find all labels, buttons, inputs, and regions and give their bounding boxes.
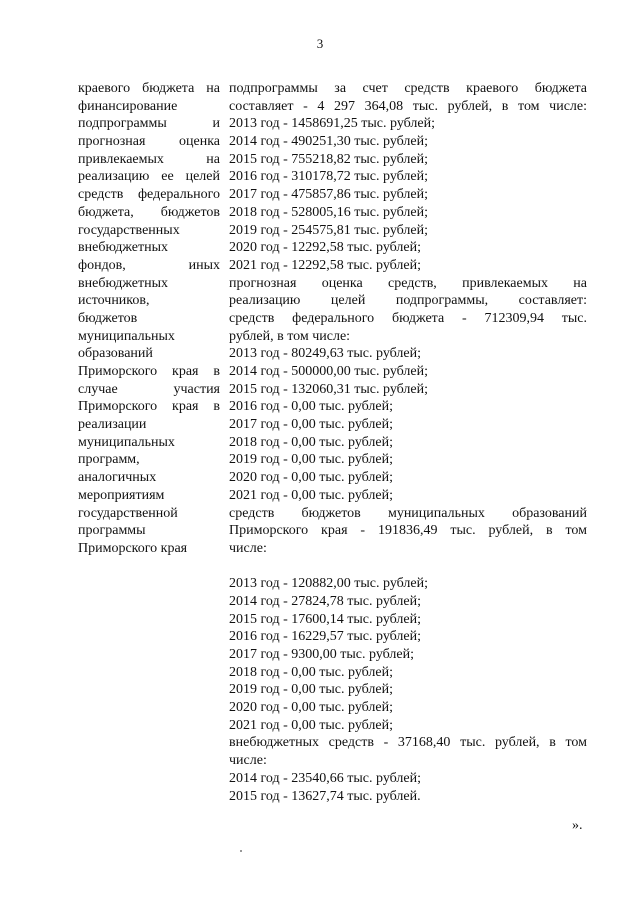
right-column-line: рублей, в том числе: xyxy=(229,328,351,344)
left-column-line: программ, xyxy=(78,452,140,468)
scan-speck xyxy=(240,850,242,852)
right-column-line: 2019 год - 254575,81 тыс. рублей; xyxy=(229,222,429,238)
right-column-line: 2017 год - 0,00 тыс. рублей; xyxy=(229,417,394,433)
right-column-line: 2014 год - 500000,00 тыс. рублей; xyxy=(229,364,429,379)
right-column-line: 2013 год - 80249,63 тыс. рублей; xyxy=(229,346,422,362)
page-number: 3 xyxy=(316,36,324,51)
left-column-line: краевого бюджета на xyxy=(78,81,220,96)
right-column-line: 2018 год - 0,00 тыс. рублей; xyxy=(229,434,394,450)
left-column-line: реализацию ее целей xyxy=(78,169,220,185)
left-column-line: программы xyxy=(78,523,146,539)
right-column-line: 2015 год - 132060,31 тыс. рублей; xyxy=(229,381,429,397)
left-column-line: Приморского края в xyxy=(78,364,220,379)
left-column-line: бюджета, бюджетов xyxy=(78,204,220,220)
right-column-line: 2016 год - 0,00 тыс. рублей; xyxy=(229,399,394,415)
right-column-line: реализацию целей подпрограммы, составляет: xyxy=(229,293,587,309)
left-column-line: подпрограммы и xyxy=(78,116,220,132)
right-column-line: подпрограммы за счет средств краевого бюджета xyxy=(229,81,587,96)
right-column-line: 2021 год - 12292,58 тыс. рублей; xyxy=(229,257,422,273)
right-column-line: 2013 год - 1458691,25 тыс. рублей; xyxy=(229,116,436,132)
left-column-line: муниципальных xyxy=(78,434,175,450)
left-column-line: муниципальных xyxy=(78,328,175,344)
left-column-line: средств федерального xyxy=(78,187,220,203)
left-column-line: внебюджетных xyxy=(78,275,169,291)
left-column-line: прогнозная оценка xyxy=(78,134,220,150)
right-column-line: составляет - 4 297 364,08 тыс. рублей, в том числе: xyxy=(229,98,587,114)
right-column-line: средств бюджетов муниципальных образований xyxy=(229,505,587,521)
left-column-line: аналогичных xyxy=(78,470,157,486)
right-column-line: числе: xyxy=(229,753,267,769)
right-column-line: 2015 год - 13627,74 тыс. рублей. xyxy=(229,788,421,804)
left-column-line: образований xyxy=(78,346,153,362)
right-column-line: 2016 год - 16229,57 тыс. рублей; xyxy=(229,629,422,645)
right-column-line: 2017 год - 9300,00 тыс. рублей; xyxy=(229,647,415,662)
right-column-line: 2014 год - 23540,66 тыс. рублей; xyxy=(229,770,422,786)
right-column-line: средств федерального бюджета - 712309,94 тыс. xyxy=(229,310,587,326)
right-column-line: 2014 год - 27824,78 тыс. рублей; xyxy=(229,593,422,609)
right-column-line: Приморского края - 191836,49 тыс. рублей, в том xyxy=(229,523,587,539)
left-column-line: внебюджетных xyxy=(78,240,169,256)
left-column-line: финансирование xyxy=(78,98,178,114)
left-column-line: Приморского края xyxy=(78,540,188,556)
left-column-line: привлекаемых на xyxy=(78,151,220,167)
right-column-line: 2020 год - 0,00 тыс. рублей; xyxy=(229,700,394,716)
right-column-line: 2018 год - 528005,16 тыс. рублей; xyxy=(229,204,429,220)
right-column-line: 2019 год - 0,00 тыс. рублей; xyxy=(229,452,394,468)
right-column-line: 2020 год - 0,00 тыс. рублей; xyxy=(229,470,394,486)
left-column-line: случае участия xyxy=(78,381,220,397)
left-column-line: источников, xyxy=(78,293,150,309)
right-column-line: 2020 год - 12292,58 тыс. рублей; xyxy=(229,240,422,256)
closing-quote-mark: ». xyxy=(572,818,583,833)
right-column-line: 2016 год - 310178,72 тыс. рублей; xyxy=(229,169,429,185)
right-column-line: 2018 год - 0,00 тыс. рублей; xyxy=(229,664,394,680)
right-column-line: прогнозная оценка средств, привлекаемых на xyxy=(229,275,587,291)
right-column-content xyxy=(229,80,587,805)
right-column-line: 2013 год - 120882,00 тыс. рублей; xyxy=(229,576,429,592)
blank-line xyxy=(229,558,587,576)
left-column-line: фондов, иных xyxy=(78,257,220,273)
right-column-line: 2021 год - 0,00 тыс. рублей; xyxy=(229,717,394,733)
right-column-line: 2015 год - 17600,14 тыс. рублей; xyxy=(229,611,422,627)
left-column-line: Приморского края в xyxy=(78,399,220,415)
left-column-line: мероприятиям xyxy=(78,487,165,503)
left-column-line: реализации xyxy=(78,417,147,433)
left-column-label xyxy=(78,80,220,558)
right-column-line: 2017 год - 475857,86 тыс. рублей; xyxy=(229,187,429,203)
right-column-line: 2019 год - 0,00 тыс. рублей; xyxy=(229,682,394,698)
right-column-line: 2015 год - 755218,82 тыс. рублей; xyxy=(229,151,429,167)
left-column-line: государственной xyxy=(78,505,178,521)
right-column-line: числе: xyxy=(229,540,267,556)
right-column-line: 2014 год - 490251,30 тыс. рублей; xyxy=(229,134,429,150)
right-column-line: внебюджетных средств - 37168,40 тыс. рублей, в том xyxy=(229,735,587,751)
left-column-line: бюджетов xyxy=(78,310,138,326)
right-column-line: 2021 год - 0,00 тыс. рублей; xyxy=(229,487,394,503)
left-column-line: государственных xyxy=(78,222,180,238)
